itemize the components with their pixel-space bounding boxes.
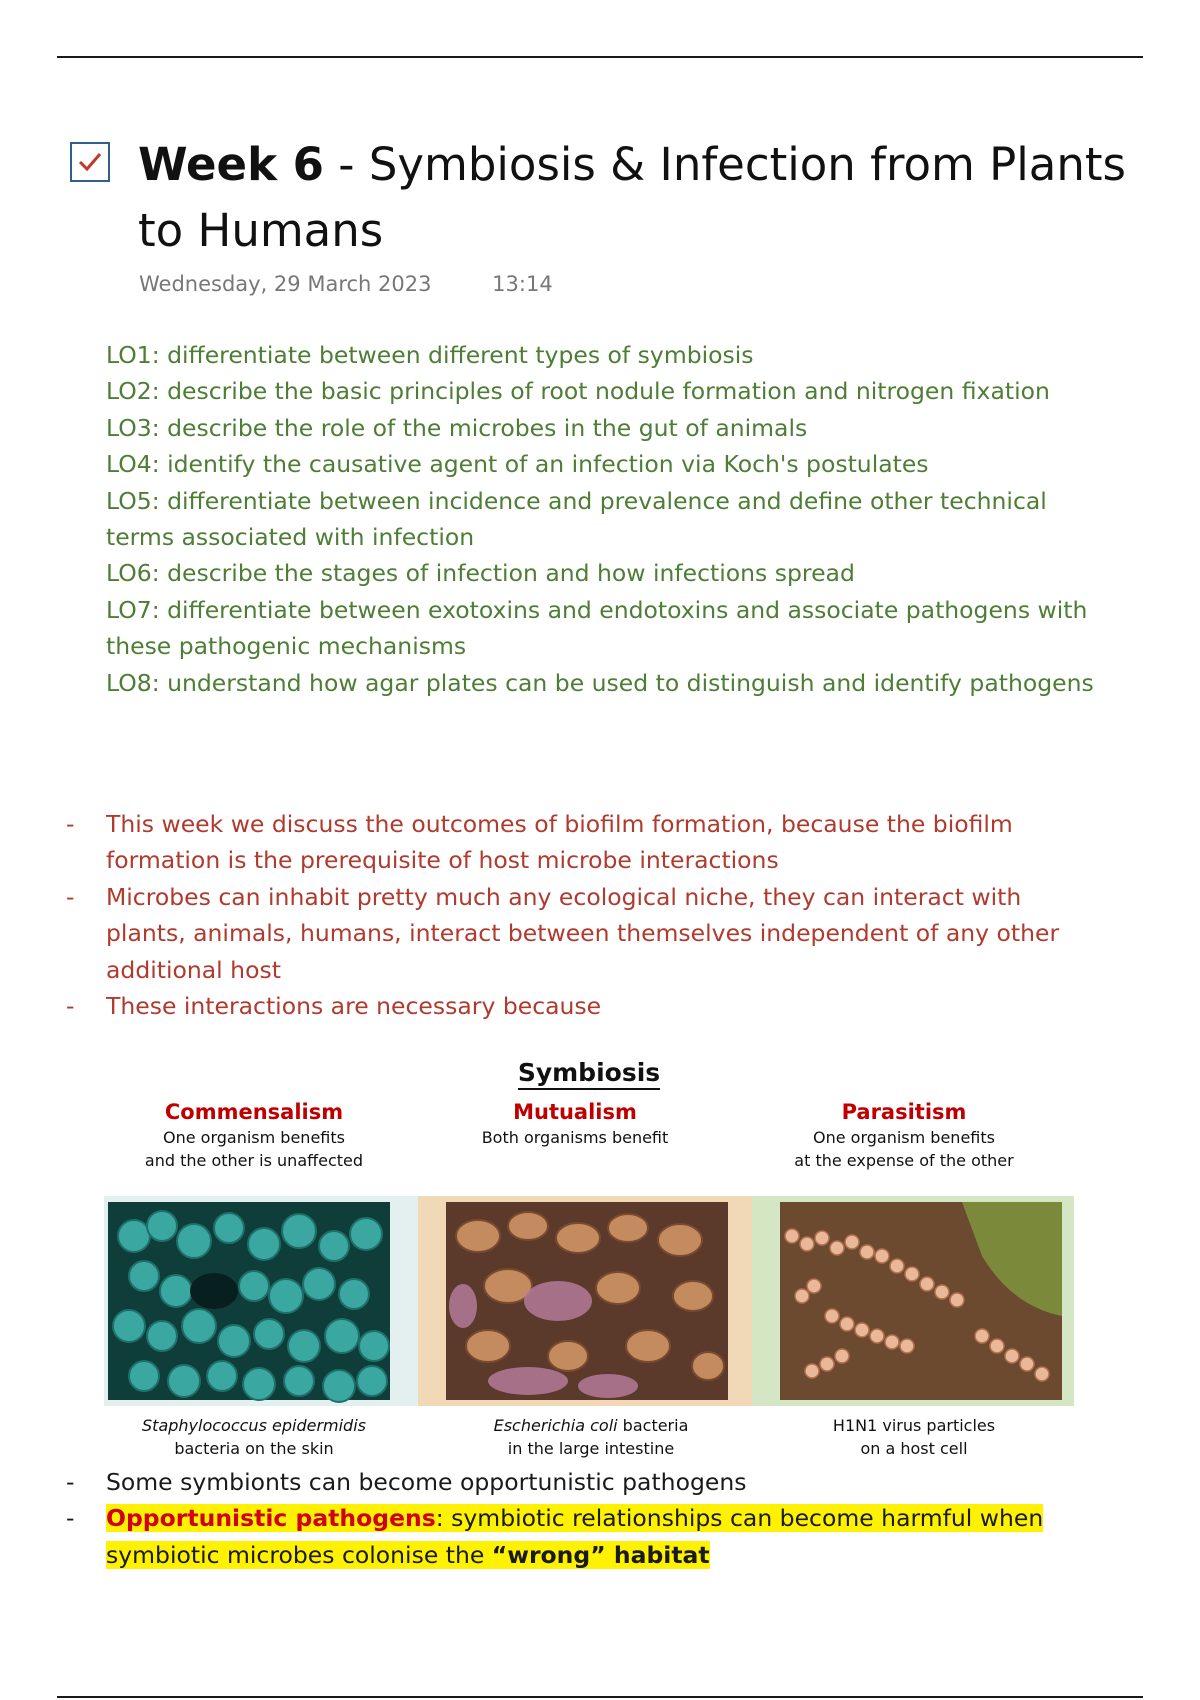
parasitism-desc-1: One organism benefits <box>813 1128 995 1147</box>
checkmark-icon <box>76 148 104 176</box>
mutualism-header <box>415 1098 735 1149</box>
lo-item: LO5: differentiate between incidence and prevalence and define other technical terms associated with infection <box>106 486 1047 552</box>
page-title <box>138 132 1138 264</box>
lo-item: LO2: describe the basic principles of root nodule formation and nitrogen fixation <box>106 377 1050 406</box>
parasitism-caption <box>754 1414 1074 1460</box>
page-time: 13:14 <box>492 272 553 296</box>
caption-italic: Escherichia coli <box>493 1416 618 1435</box>
h1n1-image <box>752 1196 1074 1406</box>
caption-line2: on a host cell <box>860 1439 968 1458</box>
note-text: Some symbionts can become opportunistic pathogens <box>106 1468 747 1496</box>
staphylococcus-image <box>104 1196 418 1406</box>
caption-italic: Staphylococcus epidermidis <box>142 1416 366 1435</box>
note-text: This week we discuss the outcomes of biofilm formation, because the biofilm formation is the prerequisite of host microbe interactions <box>106 810 1013 875</box>
list-item: - Microbes can inhabit pretty much any ecological niche, they can interact with plants, animals, humans, interact between themselves independent of any other additional host <box>66 882 1060 984</box>
note-text: These interactions are necessary because <box>106 992 602 1021</box>
list-item: - This week we discuss the outcomes of biofilm formation, because the biofilm formation is the prerequisite of host microbe interactions <box>66 810 1013 875</box>
highlighted-note <box>106 1504 1043 1568</box>
mutualism-label: Mutualism <box>513 1100 637 1124</box>
parasitism-label: Parasitism <box>841 1100 967 1124</box>
parasitism-desc-2: at the expense of the other <box>794 1151 1014 1170</box>
note-bold: “wrong” habitat <box>491 1540 710 1569</box>
note-text: : symbiotic relationships can become harmful when symbiotic microbes colonise the <box>106 1504 1044 1569</box>
commensalism-desc-2: and the other is unaffected <box>144 1151 364 1170</box>
page-title-rest: - Symbiosis & Infection from Plants to Humans <box>138 138 1126 257</box>
symbiosis-figure <box>104 1058 1074 1458</box>
commensalism-desc-1: One organism benefits <box>163 1128 345 1147</box>
notes-black-list <box>66 1464 1076 1573</box>
lo-item: LO6: describe the stages of infection and how infections spread <box>106 559 855 588</box>
lo-item: LO7: differentiate between exotoxins and endotoxins and associate pathogens with these pathogenic mechanisms <box>106 595 1088 661</box>
mutualism-caption <box>431 1414 751 1460</box>
learning-objectives <box>106 337 1096 701</box>
note-text: Microbes can inhabit pretty much any ecological niche, they can interact with plants, animals, humans, interact between themselves independent of any other additional host <box>106 882 1060 984</box>
lo-item: LO8: understand how agar plates can be used to distinguish and identify pathogens <box>106 668 1094 697</box>
list-item: - Opportunistic pathogens: symbiotic relationships can become harmful when symbiotic microbes colonise the “wrong” habitat <box>66 1504 1044 1569</box>
ecoli-image <box>418 1196 752 1406</box>
page-meta <box>139 272 607 296</box>
caption-line2: bacteria on the skin <box>174 1439 334 1458</box>
caption-rest: bacteria <box>617 1416 689 1435</box>
parasitism-header <box>744 1098 1064 1172</box>
list-item: - These interactions are necessary because <box>66 992 602 1021</box>
page-title-bold: Week 6 <box>138 138 324 191</box>
lo-item: LO4: identify the causative agent of an infection via Koch's postulates <box>106 450 929 479</box>
commensalism-label: Commensalism <box>164 1100 344 1124</box>
term-label: Opportunistic pathogens <box>106 1504 436 1533</box>
page-date: Wednesday, 29 March 2023 <box>139 272 432 296</box>
notes-red-list <box>66 806 1076 1024</box>
commensalism-header <box>94 1098 414 1172</box>
commensalism-caption <box>94 1414 414 1460</box>
mutualism-desc-1: Both organisms benefit <box>481 1128 669 1147</box>
micrograph-strip <box>104 1196 1074 1406</box>
top-rule <box>57 56 1143 58</box>
list-item: - Some symbionts can become opportunistic pathogens <box>66 1468 747 1496</box>
figure-title: Symbiosis <box>104 1058 1074 1087</box>
lo-item: LO3: describe the role of the microbes in the gut of animals <box>106 413 808 442</box>
task-checkbox[interactable] <box>70 142 110 182</box>
caption-line2: in the large intestine <box>507 1439 675 1458</box>
caption-line1: H1N1 virus particles <box>832 1416 996 1435</box>
bottom-rule <box>57 1696 1143 1698</box>
lo-item: LO1: differentiate between different types of symbiosis <box>106 341 754 369</box>
